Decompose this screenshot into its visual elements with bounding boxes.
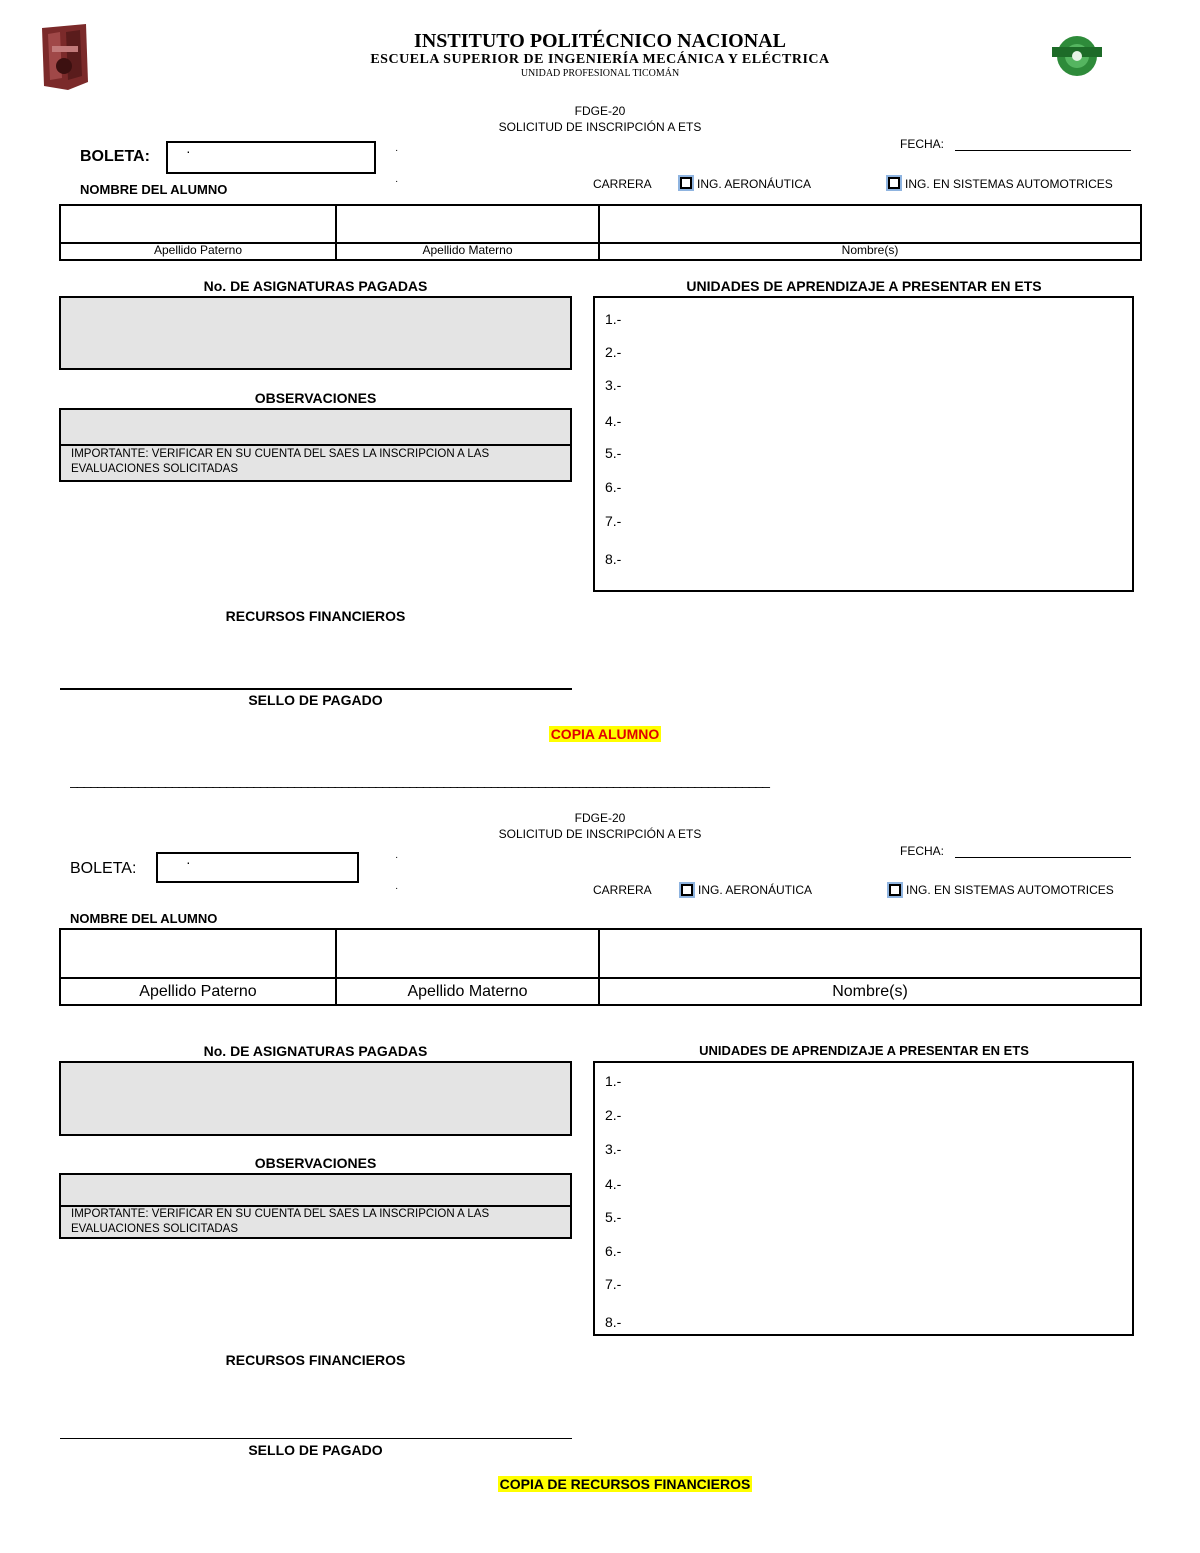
carrera-opt-aeronautica: ING. AERONÁUTICA xyxy=(697,177,812,191)
boleta-label: BOLETA: xyxy=(80,148,150,165)
name-table xyxy=(59,928,1142,1006)
nombres-caption: Nombre(s) xyxy=(832,983,908,1000)
institution-title: INSTITUTO POLITÉCNICO NACIONAL xyxy=(414,30,786,52)
paterno-caption: Apellido Paterno xyxy=(139,983,257,1000)
fecha-line[interactable] xyxy=(955,150,1131,151)
fecha-label: FECHA: xyxy=(900,137,945,151)
carrera-opt-automotrices: ING. EN SISTEMAS AUTOMOTRICES xyxy=(906,883,1114,897)
fecha-line[interactable] xyxy=(955,857,1131,858)
asignaturas-input[interactable] xyxy=(59,1061,572,1136)
materno-input[interactable] xyxy=(335,204,600,244)
importante-text: IMPORTANTE: VERIFICAR EN SU CUENTA DEL SAES LA INSCRIPCION A LAS EVALUACIONES SOLICITADAS xyxy=(71,1208,490,1235)
sello-line xyxy=(60,1438,572,1439)
unidad-item[interactable]: 2.- xyxy=(605,1107,622,1123)
copia-alumno-text: COPIA ALUMNO xyxy=(550,726,660,742)
sello-label: SELLO DE PAGADO xyxy=(248,1442,383,1458)
checkbox-automotrices[interactable] xyxy=(889,884,901,896)
checkbox-aeronautica[interactable] xyxy=(680,177,692,189)
boleta-value: · xyxy=(186,143,191,159)
importante-box xyxy=(59,1205,572,1239)
form-code: FDGE-20 xyxy=(574,811,626,825)
materno-header xyxy=(335,977,600,1006)
sello-label: SELLO DE PAGADO xyxy=(248,692,383,708)
unidad-item[interactable]: 1.- xyxy=(605,1073,622,1089)
carrera-label: CARRERA xyxy=(593,883,652,897)
unidad-item[interactable]: 5.- xyxy=(605,1209,622,1225)
importante-text: IMPORTANTE: VERIFICAR EN SU CUENTA DEL SAES LA INSCRIPCION A LAS EVALUACIONES SOLICITADAS xyxy=(71,448,490,475)
dot-marker: · xyxy=(395,883,399,894)
nombre-label: NOMBRE DEL ALUMNO xyxy=(80,182,228,197)
carrera-opt-automotrices: ING. EN SISTEMAS AUTOMOTRICES xyxy=(905,177,1113,191)
copia-alumno-label xyxy=(400,726,810,742)
fecha-label: FECHA: xyxy=(900,844,945,858)
nombres-input[interactable] xyxy=(598,928,1142,979)
nombre-label: NOMBRE DEL ALUMNO xyxy=(70,911,218,926)
unidad-item[interactable]: 7.- xyxy=(605,1276,622,1292)
unidad-item[interactable]: 2.- xyxy=(605,344,622,360)
copia-recursos-label xyxy=(400,1476,850,1492)
unidad-item[interactable]: 7.- xyxy=(605,513,622,529)
unidades-box xyxy=(593,296,1134,592)
sello-line xyxy=(60,688,572,690)
checkbox-automotrices[interactable] xyxy=(888,177,900,189)
boleta-input[interactable] xyxy=(156,852,359,883)
dot-marker: · xyxy=(395,145,399,156)
unidad-item[interactable]: 6.- xyxy=(605,1243,622,1259)
unidades-box xyxy=(593,1061,1134,1336)
unidades-title: UNIDADES DE APRENDIZAJE A PRESENTAR EN ETS xyxy=(699,1043,1029,1058)
unidad-item[interactable]: 8.- xyxy=(605,551,622,567)
nombres-header xyxy=(598,242,1142,261)
unidad-item[interactable]: 5.- xyxy=(605,445,622,461)
unidad-item[interactable]: 3.- xyxy=(605,377,622,393)
observaciones-input[interactable] xyxy=(59,408,572,446)
school-subtitle: ESCUELA SUPERIOR DE INGENIERÍA MECÁNICA Y ELÉCTRICA xyxy=(370,52,830,67)
boleta-input[interactable] xyxy=(166,141,376,174)
cut-separator: _______________________________________________________________________________________________________ xyxy=(70,772,769,788)
materno-header xyxy=(335,242,600,261)
paterno-header xyxy=(59,242,337,261)
boleta-label: BOLETA: xyxy=(70,860,137,877)
paterno-input[interactable] xyxy=(59,928,337,979)
unit-name: UNIDAD PROFESIONAL TICOMÁN xyxy=(520,68,680,79)
form-title: SOLICITUD DE INSCRIPCIÓN A ETS xyxy=(498,120,702,134)
recursos-label: RECURSOS FINANCIEROS xyxy=(225,608,406,624)
form-title: SOLICITUD DE INSCRIPCIÓN A ETS xyxy=(498,827,702,841)
observaciones-title: OBSERVACIONES xyxy=(254,390,377,406)
carrera-label: CARRERA xyxy=(593,177,652,191)
unidad-item[interactable]: 3.- xyxy=(605,1141,622,1157)
paterno-input[interactable] xyxy=(59,204,337,244)
materno-input[interactable] xyxy=(335,928,600,979)
dot-marker: · xyxy=(395,176,399,187)
unidades-title: UNIDADES DE APRENDIZAJE A PRESENTAR EN ETS xyxy=(686,278,1042,294)
nombres-input[interactable] xyxy=(598,204,1142,244)
recursos-label: RECURSOS FINANCIEROS xyxy=(225,1352,406,1368)
paterno-header xyxy=(59,977,337,1006)
ipn-logo xyxy=(38,22,90,92)
unidad-item[interactable]: 6.- xyxy=(605,479,622,495)
materno-caption: Apellido Materno xyxy=(422,243,513,257)
unidad-item[interactable]: 4.- xyxy=(605,1176,622,1192)
asignaturas-title: No. DE ASIGNATURAS PAGADAS xyxy=(203,1043,428,1059)
nombres-header xyxy=(598,977,1142,1006)
observaciones-input[interactable] xyxy=(59,1173,572,1207)
dot-marker: · xyxy=(395,852,399,863)
asignaturas-title: No. DE ASIGNATURAS PAGADAS xyxy=(203,278,428,294)
nombres-caption: Nombre(s) xyxy=(841,243,899,257)
name-table xyxy=(59,204,1142,261)
unidad-item[interactable]: 8.- xyxy=(605,1314,622,1330)
observaciones-title: OBSERVACIONES xyxy=(254,1155,377,1171)
unidad-item[interactable]: 4.- xyxy=(605,413,622,429)
unidad-item[interactable]: 1.- xyxy=(605,311,622,327)
checkbox-aeronautica[interactable] xyxy=(681,884,693,896)
importante-box xyxy=(59,444,572,482)
carrera-opt-aeronautica: ING. AERONÁUTICA xyxy=(698,883,813,897)
form-code: FDGE-20 xyxy=(574,104,626,118)
asignaturas-input[interactable] xyxy=(59,296,572,370)
boleta-value: · xyxy=(186,854,191,870)
copia-recursos-text: COPIA DE RECURSOS FINANCIEROS xyxy=(499,1476,751,1492)
esime-logo xyxy=(1048,33,1106,79)
materno-caption: Apellido Materno xyxy=(407,983,528,1000)
paterno-caption: Apellido Paterno xyxy=(153,243,243,257)
